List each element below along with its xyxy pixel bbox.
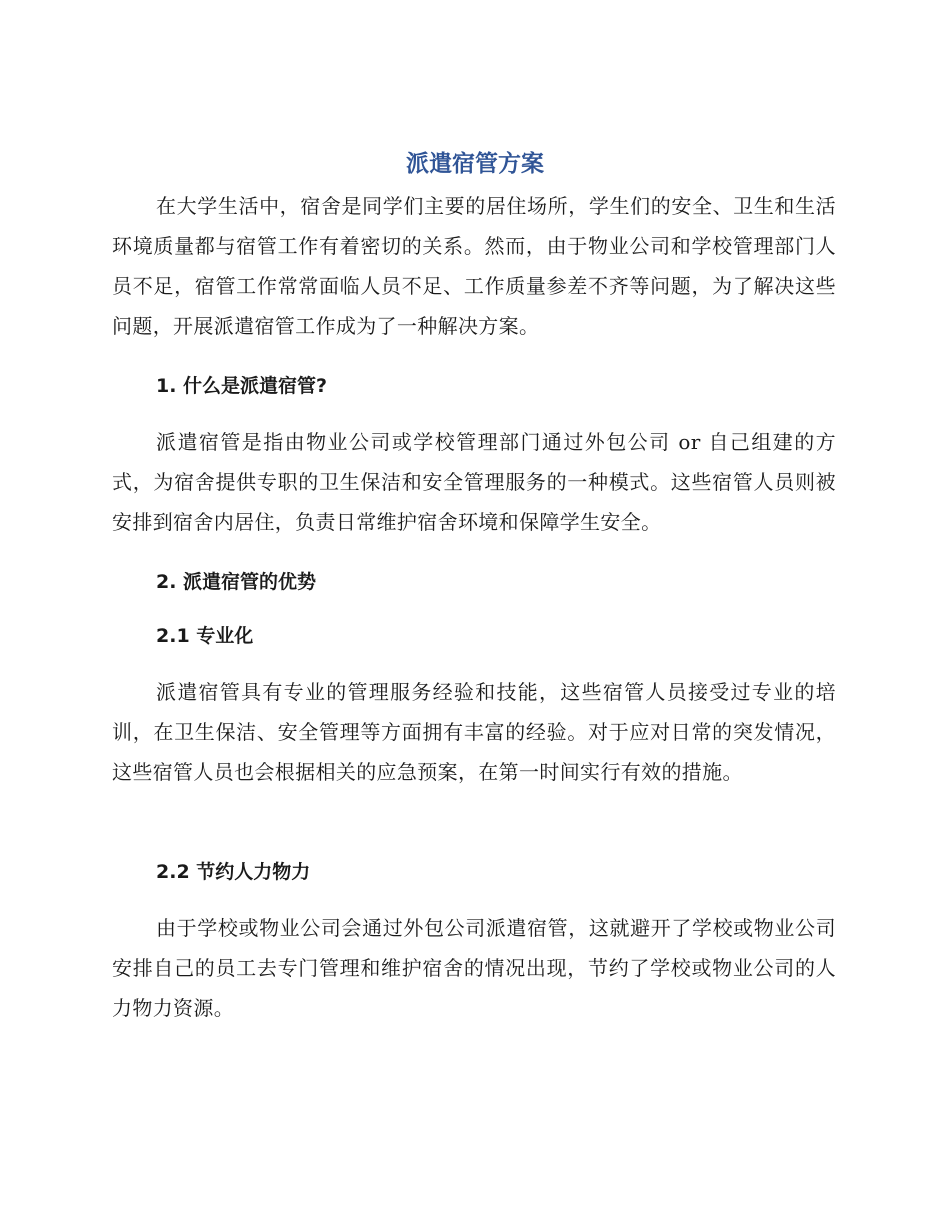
section-2-heading: 2. 派遣宿管的优势 xyxy=(156,571,317,593)
document-title: 派遣宿管方案 xyxy=(406,151,544,177)
section-2-2-heading: 2.2 节约人力物力 xyxy=(156,861,311,883)
intro-paragraph: 在大学生活中，宿舍是同学们主要的居住场所，学生们的安全、卫生和生活环境质量都与宿管工作有着密切的关系。然而，由于物业公司和学校管理部门人员不足，宿管工作常常面临人员不足、工作质量参差不齐等问题，为了解决这些问题，开展派遣宿管工作成为了一种解决方案。 xyxy=(112,194,836,338)
section-1-paragraph: 派遣宿管是指由物业公司或学校管理部门通过外包公司 or 自己组建的方式，为宿舍提供专职的卫生保洁和安全管理服务的一种模式。这些宿管人员则被安排到宿舍内居住，负责日常维护宿舍环境和保障学生安全。 xyxy=(112,430,836,534)
section-2-2-paragraph: 由于学校或物业公司会通过外包公司派遣宿管，这就避开了学校或物业公司安排自己的员工去专门管理和维护宿舍的情况出现，节约了学校或物业公司的人力物力资源。 xyxy=(112,916,836,1020)
section-2-1-heading: 2.1 专业化 xyxy=(156,625,254,647)
section-2-1-paragraph: 派遣宿管具有专业的管理服务经验和技能，这些宿管人员接受过专业的培训，在卫生保洁、安全管理等方面拥有丰富的经验。对于应对日常的突发情况，这些宿管人员也会根据相关的应急预案，在第一时间实行有效的措施。 xyxy=(112,680,836,784)
section-1-heading: 1. 什么是派遣宿管? xyxy=(156,375,328,397)
